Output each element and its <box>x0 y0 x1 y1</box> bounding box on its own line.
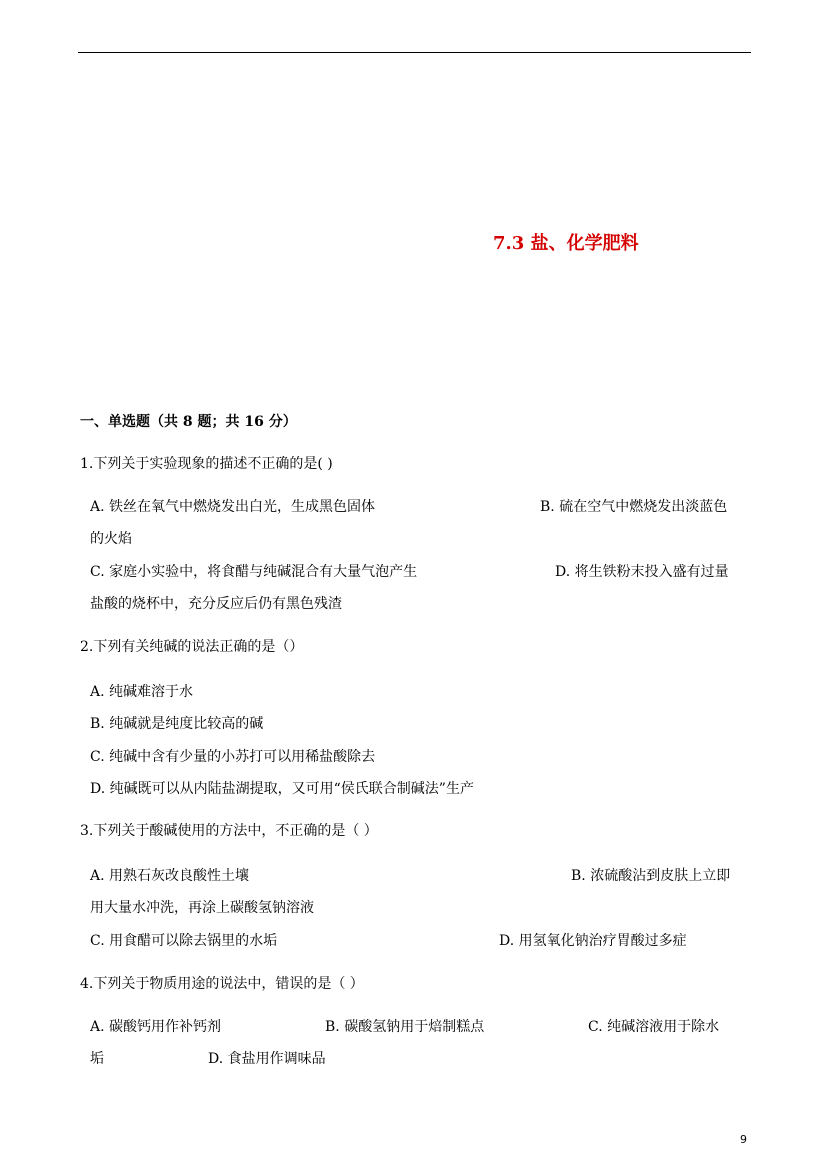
question-1-option-b-continued: 的火焰 <box>90 531 132 547</box>
question-3-option-a[interactable]: A. 用熟石灰改良酸性土壤 <box>90 868 250 884</box>
page-title: 7.3 盐、化学肥料 <box>493 233 639 254</box>
question-4-option-c[interactable]: C. 纯碱溶液用于除水 <box>588 1019 720 1035</box>
question-2-option-b[interactable]: B. 纯碱就是纯度比较高的碱 <box>90 716 264 732</box>
question-2-option-c[interactable]: C. 纯碱中含有少量的小苏打可以用稀盐酸除去 <box>90 749 376 765</box>
question-3-option-c[interactable]: C. 用食醋可以除去锅里的水垢 <box>90 933 278 949</box>
section-heading: 一、单选题（共 8 题；共 16 分） <box>80 414 297 430</box>
page-number: 9 <box>740 1133 747 1146</box>
question-4-option-b[interactable]: B. 碳酸氢钠用于焙制糕点 <box>325 1019 485 1035</box>
question-4-stem: 4.下列关于物质用途的说法中，错误的是（ ） <box>80 976 364 992</box>
question-3-option-d[interactable]: D. 用氢氧化钠治疗胃酸过多症 <box>499 933 687 949</box>
header-rule <box>78 52 751 53</box>
question-1-option-d[interactable]: D. 将生铁粉末投入盛有过量 <box>555 564 729 580</box>
question-4-option-d[interactable]: D. 食盐用作调味品 <box>208 1051 326 1067</box>
question-1-option-d-continued: 盐酸的烧杯中，充分反应后仍有黑色残渣 <box>90 596 342 612</box>
question-2-option-a[interactable]: A. 纯碱难溶于水 <box>90 684 194 700</box>
question-1-option-b[interactable]: B. 硫在空气中燃烧发出淡蓝色 <box>540 499 728 515</box>
question-4-option-a[interactable]: A. 碳酸钙用作补钙剂 <box>90 1019 222 1035</box>
question-3-option-b-continued: 用大量水冲洗，再涂上碳酸氢钠溶液 <box>90 900 314 916</box>
question-1-option-c[interactable]: C. 家庭小实验中，将食醋与纯碱混合有大量气泡产生 <box>90 564 418 580</box>
question-1-option-a[interactable]: A. 铁丝在氧气中燃烧发出白光，生成黑色固体 <box>90 499 376 515</box>
question-2-stem: 2.下列有关纯碱的说法正确的是（） <box>80 639 304 655</box>
question-2-option-d[interactable]: D. 纯碱既可以从内陆盐湖提取，又可用“侯氏联合制碱法”生产 <box>90 781 474 797</box>
question-1-stem: 1.下列关于实验现象的描述不正确的是( ) <box>80 456 333 472</box>
question-3-option-b[interactable]: B. 浓硫酸沾到皮肤上立即 <box>571 868 731 884</box>
question-3-stem: 3.下列关于酸碱使用的方法中，不正确的是（ ） <box>80 823 378 839</box>
question-4-option-c-continued: 垢 <box>90 1051 104 1067</box>
